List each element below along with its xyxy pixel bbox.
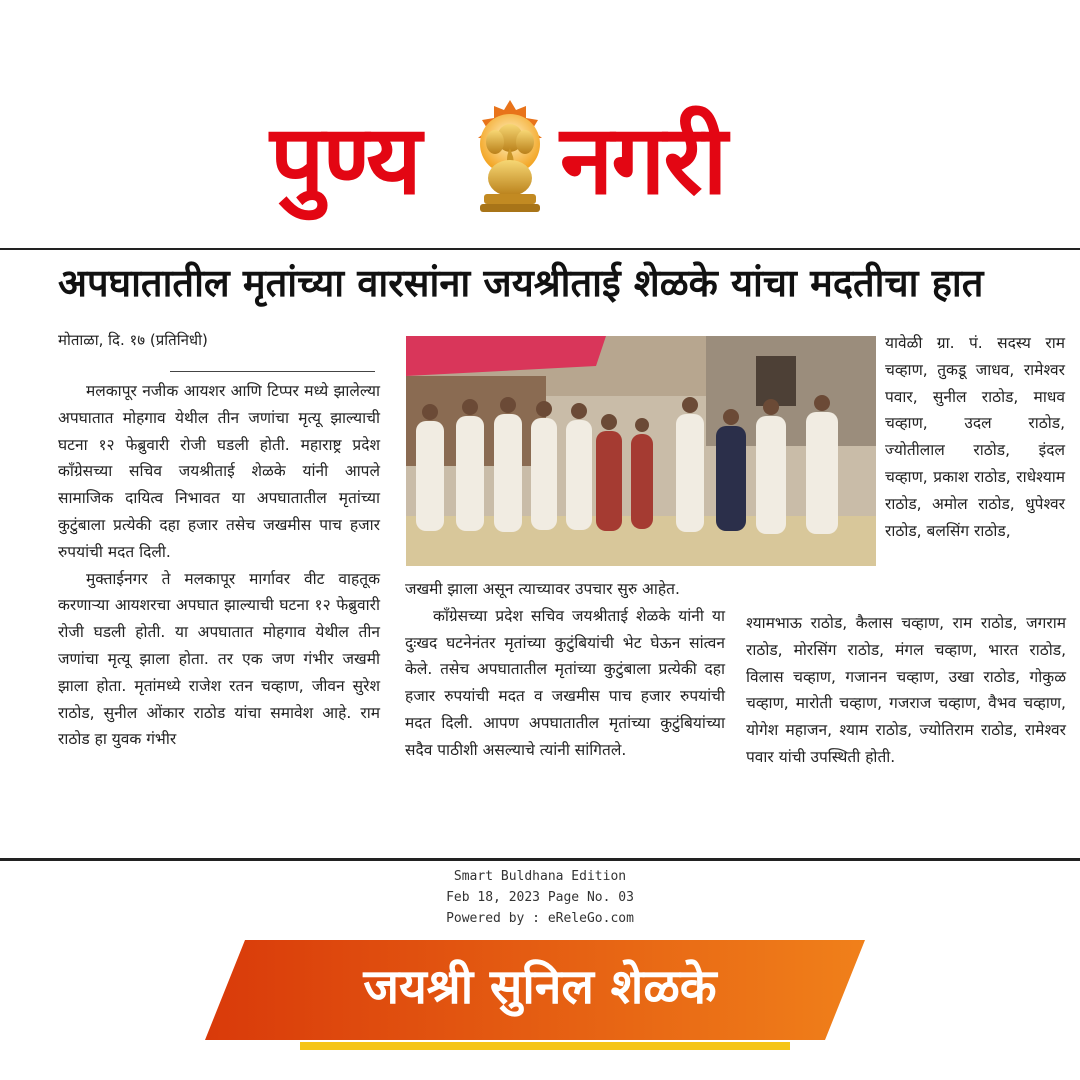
masthead: [0, 0, 1080, 246]
dateline-rule: [170, 371, 375, 372]
group-photo-image: [406, 336, 876, 566]
masthead-name-right: नगरी: [560, 104, 726, 216]
ganesha-emblem-icon: [470, 98, 550, 216]
article-column-3-bottom: श्यामभाऊ राठोड, कैलास चव्हाण, राम राठोड, जगराम राठोड, मोरसिंग राठोड, मंगल चव्हाण, भारत राठोड, विलास चव्हाण, गजानन चव्हाण, उखा राठोड, गोकुळ चव्हाण, मारोती चव्हाण, गजराज चव्हाण, वैभव चव्हाण, योगेश महाजन, श्याम राठोड, ज्योतिराम राठोड, रामेश्वर पवार यांची उपस्थिती होती.: [746, 614, 1066, 766]
article-photo: [406, 336, 876, 566]
article-headline: अपघातातील मृतांच्या वारसांना जयश्रीताई शेळके यांचा मदतीचा हात: [58, 261, 984, 305]
article-paragraph: मुक्ताईनगर ते मलकापूर मार्गावर वीट वाहतूक करणाऱ्या आयशरचा अपघात झाल्याची घटना १२ फेब्रुवारी रोजी घडली होती. या अपघातात मोहगाव येथील तीन जणांचा मृत्यू झाला होता. तर एक जण गंभीर जखमी झाला होता. मृतांमध्ये राजेश रतन चव्हाण, जीवन सुरेश राठोड, सुनील ओंकार राठोड यांचा समावेश आहे. राम राठोड हा युवक गंभीर: [58, 569, 380, 749]
article-dateline: मोताळा, दि. १७ (प्रतिनिधी): [58, 331, 208, 349]
banner-name-text: जयश्री सुनिल शेळके: [363, 959, 717, 1015]
edition-footer: [0, 866, 1080, 929]
edition-date-page: Feb 18, 2023 Page No. 03: [446, 890, 634, 905]
article-column-1: [58, 378, 380, 753]
article-column-3-top: यावेळी ग्रा. पं. सदस्य राम चव्हाण, तुकडू जाधव, रामेश्वर पवार, सुनील राठोड, माधव चव्हाण, उदल राठोड, ज्योतीलाल राठोड, इंदल चव्हाण, प्रकाश राठोड, राधेश्याम राठोड, अमोल राठोड, धुपेश्वर राठोड, बलसिंग राठोड,: [885, 334, 1065, 540]
edition-name: Smart Buldhana Edition: [453, 869, 627, 884]
article-paragraph: मलकापूर नजीक आयशर आणि टिप्पर मध्ये झालेल्या अपघातात मोहगाव येथील तीन जणांचा मृत्यू झाल्याची घटना १२ फेब्रुवारी रोजी घडली होती. महाराष्ट्र प्रदेश काँग्रेसच्या सचिव जयश्रीताई शेळके यांनी आपले सामाजिक दायित्व निभावत या अपघातातील मृतांच्या कुटुंबाला प्रत्येकी दहा हजार तसेच जखमीस पाच हजार रुपयांची मदत दिली.: [58, 382, 380, 561]
masthead-divider: [0, 248, 1080, 250]
article-paragraph: काँग्रेसच्या प्रदेश सचिव जयश्रीताई शेळके यांनी या दुःखद घटनेनंतर मृतांच्या कुटुंबियांची भेट घेऊन सांत्वन केले. तसेच अपघातातील मृतांच्या कुटुंबाला प्रत्येकी दहा हजार रुपयांची मदत व जखमीस पाच हजार रुपयांची मदत दिली. आपण अपघातातील मृतांच्या कुटुंबियांच्या सदैव पाठीशी असल्याचे त्यांनी सांगितले.: [405, 606, 725, 759]
article-column-2: [405, 576, 725, 764]
powered-by: Powered by : eReleGo.com: [446, 911, 634, 926]
article-paragraph: जखमी झाला असून त्याच्यावर उपचार सुरु आहेत.: [405, 580, 680, 598]
footer-divider: [0, 858, 1080, 861]
masthead-name-left: पुण्य: [270, 104, 420, 216]
